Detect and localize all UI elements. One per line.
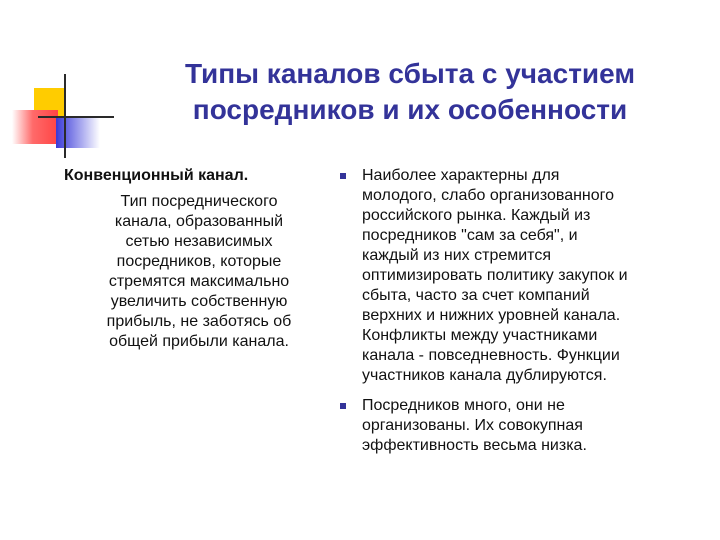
slide-title: [120, 56, 700, 128]
bullet-line: верхних и нижних уровней канала.: [362, 307, 621, 324]
horizontal-line-shape: [38, 116, 114, 118]
left-body-line: Тип посреднического: [120, 193, 278, 210]
bullet-line: организованы. Их совокупная: [362, 417, 583, 434]
square-bullet-icon: [340, 173, 346, 179]
decorative-logo: [0, 0, 120, 160]
bullet-line: каждый из них стремится: [362, 247, 551, 264]
bullet-text: [362, 396, 708, 456]
bullet-line: эффективность весьма низка.: [362, 437, 587, 454]
left-body: [64, 192, 334, 352]
right-column: [338, 166, 708, 466]
bullet-line: молодого, слабо организованного: [362, 187, 615, 204]
left-body-line: прибыль, не заботясь об: [106, 313, 292, 330]
left-heading: Конвенционный канал.: [64, 167, 249, 184]
title-line: посредников и их особенности: [192, 94, 628, 125]
left-body-line: посредников, которые: [116, 253, 282, 270]
bullet-item: [338, 396, 708, 456]
blue-square-shape: [56, 118, 100, 148]
left-body-line: стремятся максимально: [108, 273, 290, 290]
bullet-line: Посредников много, они не: [362, 397, 565, 414]
bullet-text: [362, 166, 708, 386]
square-bullet-icon: [340, 403, 346, 409]
bullet-line: Наиболее характерны для: [362, 167, 560, 184]
left-body-line: общей прибыли канала.: [109, 333, 289, 350]
left-body-line: увеличить собственную: [110, 293, 288, 310]
bullet-line: российского рынка. Каждый из: [362, 207, 591, 224]
title-line: Типы каналов сбыта с участием: [184, 58, 636, 89]
bullet-line: оптимизировать политику закупок и: [362, 267, 628, 284]
bullet-line: сбыта, часто за счет компаний: [362, 287, 590, 304]
bullet-line: Конфликты между участниками: [362, 327, 598, 344]
left-column: [64, 166, 334, 352]
bullet-item: [338, 166, 708, 386]
left-body-line: канала, образованный: [114, 213, 284, 230]
bullet-line: канала - повседневность. Функции: [362, 347, 620, 364]
bullet-line: посредников "сам за себя", и: [362, 227, 578, 244]
left-body-line: сетью независимых: [125, 233, 273, 250]
bullet-line: участников канала дублируются.: [362, 367, 607, 384]
